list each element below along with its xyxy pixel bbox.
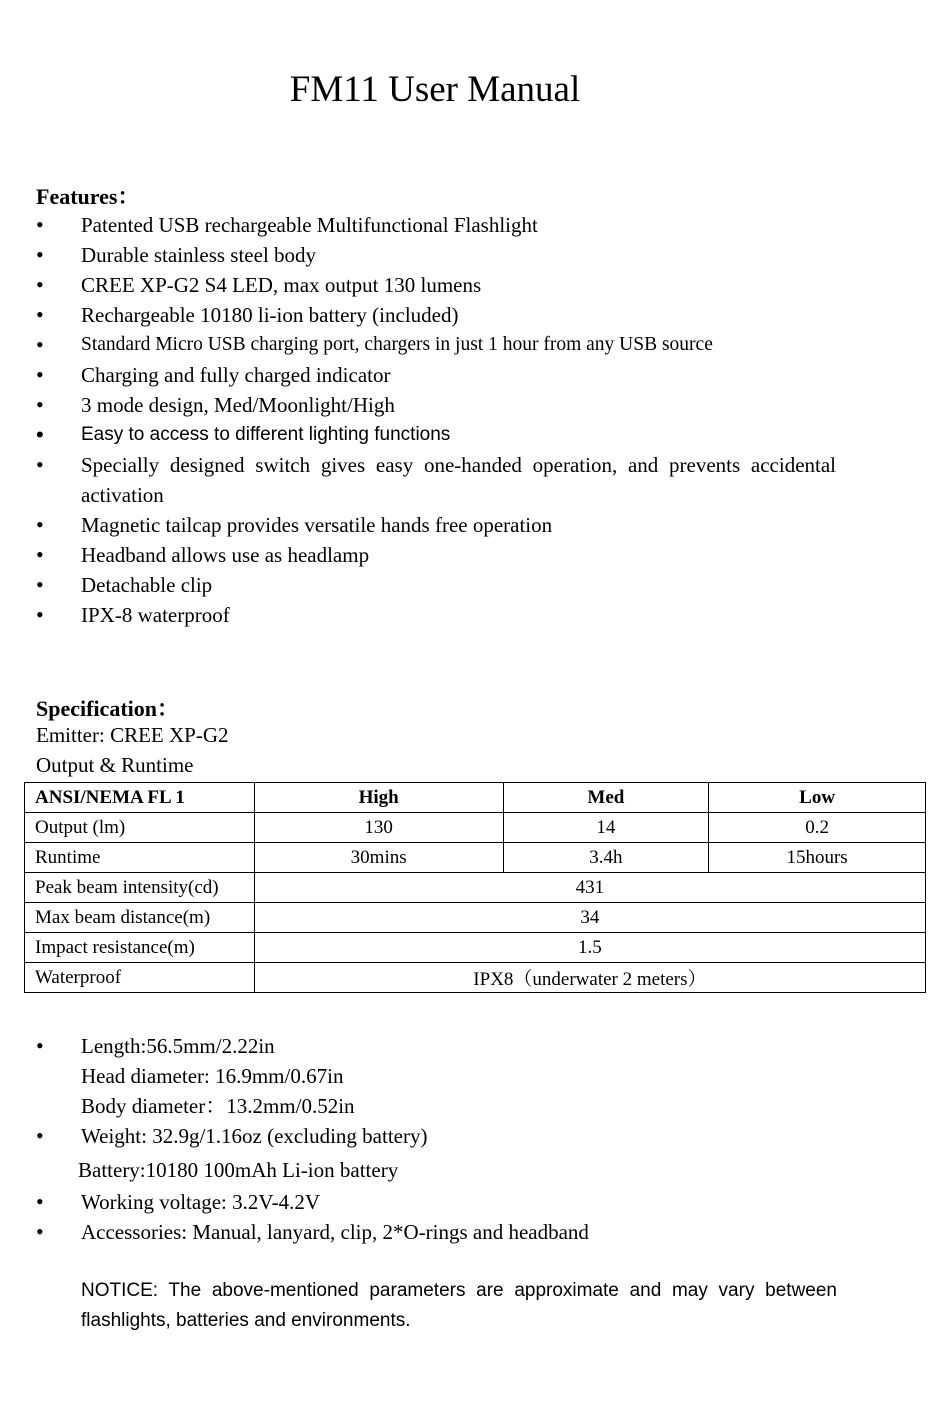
feature-item: • Rechargeable 10180 li-ion battery (included) [36, 300, 836, 330]
cell: 130 [254, 813, 503, 843]
table-row [25, 963, 926, 993]
table-row [25, 873, 926, 903]
battery-item: Battery:10180 100mAh Li-ion battery [78, 1158, 399, 1182]
feature-item: • Easy to access to different lighting functions [36, 420, 836, 450]
extra-list [36, 1187, 836, 1247]
cell: 14 [503, 813, 709, 843]
header-cell: ANSI/NEMA FL 1 [25, 783, 255, 813]
feature-item: • Magnetic tailcap provides versatile hands free operation [36, 510, 836, 540]
notice-text: NOTICE: The above-mentioned parameters are approximate and may vary between flashlights, batteries and environments. [81, 1280, 837, 1331]
cell: 431 [254, 873, 925, 903]
feature-item: • IPX-8 waterproof [36, 600, 836, 630]
cell: 1.5 [254, 933, 925, 963]
feature-item: • Durable stainless steel body [36, 240, 836, 270]
feature-item: • Patented USB rechargeable Multifunctional Flashlight [36, 210, 836, 240]
accessories-item: • Accessories: Manual, lanyard, clip, 2*O-rings and headband [36, 1217, 836, 1247]
header-cell: Med [503, 783, 709, 813]
row-label: Runtime [25, 843, 255, 873]
feature-item: • Charging and fully charged indicator [36, 360, 836, 390]
table-row [25, 843, 926, 873]
specification-heading: Specification： [36, 696, 179, 721]
row-label: Waterproof [25, 963, 255, 993]
feature-item: • Specially designed switch gives easy one-handed operation, and prevents accidental activation [36, 450, 836, 510]
table-row [25, 903, 926, 933]
header-cell: Low [709, 783, 926, 813]
length-item: • Length:56.5mm/2.22in [36, 1031, 836, 1061]
head-diameter-item: Head diameter: 16.9mm/0.67in [81, 1064, 344, 1088]
spec-table [24, 782, 926, 993]
row-label: Max beam distance(m) [25, 903, 255, 933]
feature-item: • 3 mode design, Med/Moonlight/High [36, 390, 836, 420]
emitter-text: Emitter: CREE XP-G2 [36, 723, 229, 747]
dimensions-list [36, 1031, 836, 1151]
row-label: Peak beam intensity(cd) [25, 873, 255, 903]
cell: IPX8（underwater 2 meters） [254, 963, 925, 993]
feature-item: • Detachable clip [36, 570, 836, 600]
table-header-row [25, 783, 926, 813]
feature-item: • CREE XP-G2 S4 LED, max output 130 lumens [36, 270, 836, 300]
cell: 34 [254, 903, 925, 933]
row-label: Output (lm) [25, 813, 255, 843]
cell: 30mins [254, 843, 503, 873]
features-heading: Features： [36, 184, 140, 209]
weight-item: • Weight: 32.9g/1.16oz (excluding battery) [36, 1121, 836, 1151]
header-cell: High [254, 783, 503, 813]
document-title: FM11 User Manual [289, 69, 581, 110]
table-row [25, 933, 926, 963]
cell: 0.2 [709, 813, 926, 843]
cell: 3.4h [503, 843, 709, 873]
cell: 15hours [709, 843, 926, 873]
output-runtime-label: Output & Runtime [36, 753, 194, 777]
feature-item: • Standard Micro USB charging port, chargers in just 1 hour from any USB source [36, 330, 836, 360]
row-label: Impact resistance(m) [25, 933, 255, 963]
body-diameter-item: Body diameter：13.2mm/0.52in [81, 1094, 355, 1118]
table-row [25, 813, 926, 843]
feature-item: • Headband allows use as headlamp [36, 540, 836, 570]
voltage-item: • Working voltage: 3.2V-4.2V [36, 1187, 836, 1217]
features-list [36, 210, 836, 630]
